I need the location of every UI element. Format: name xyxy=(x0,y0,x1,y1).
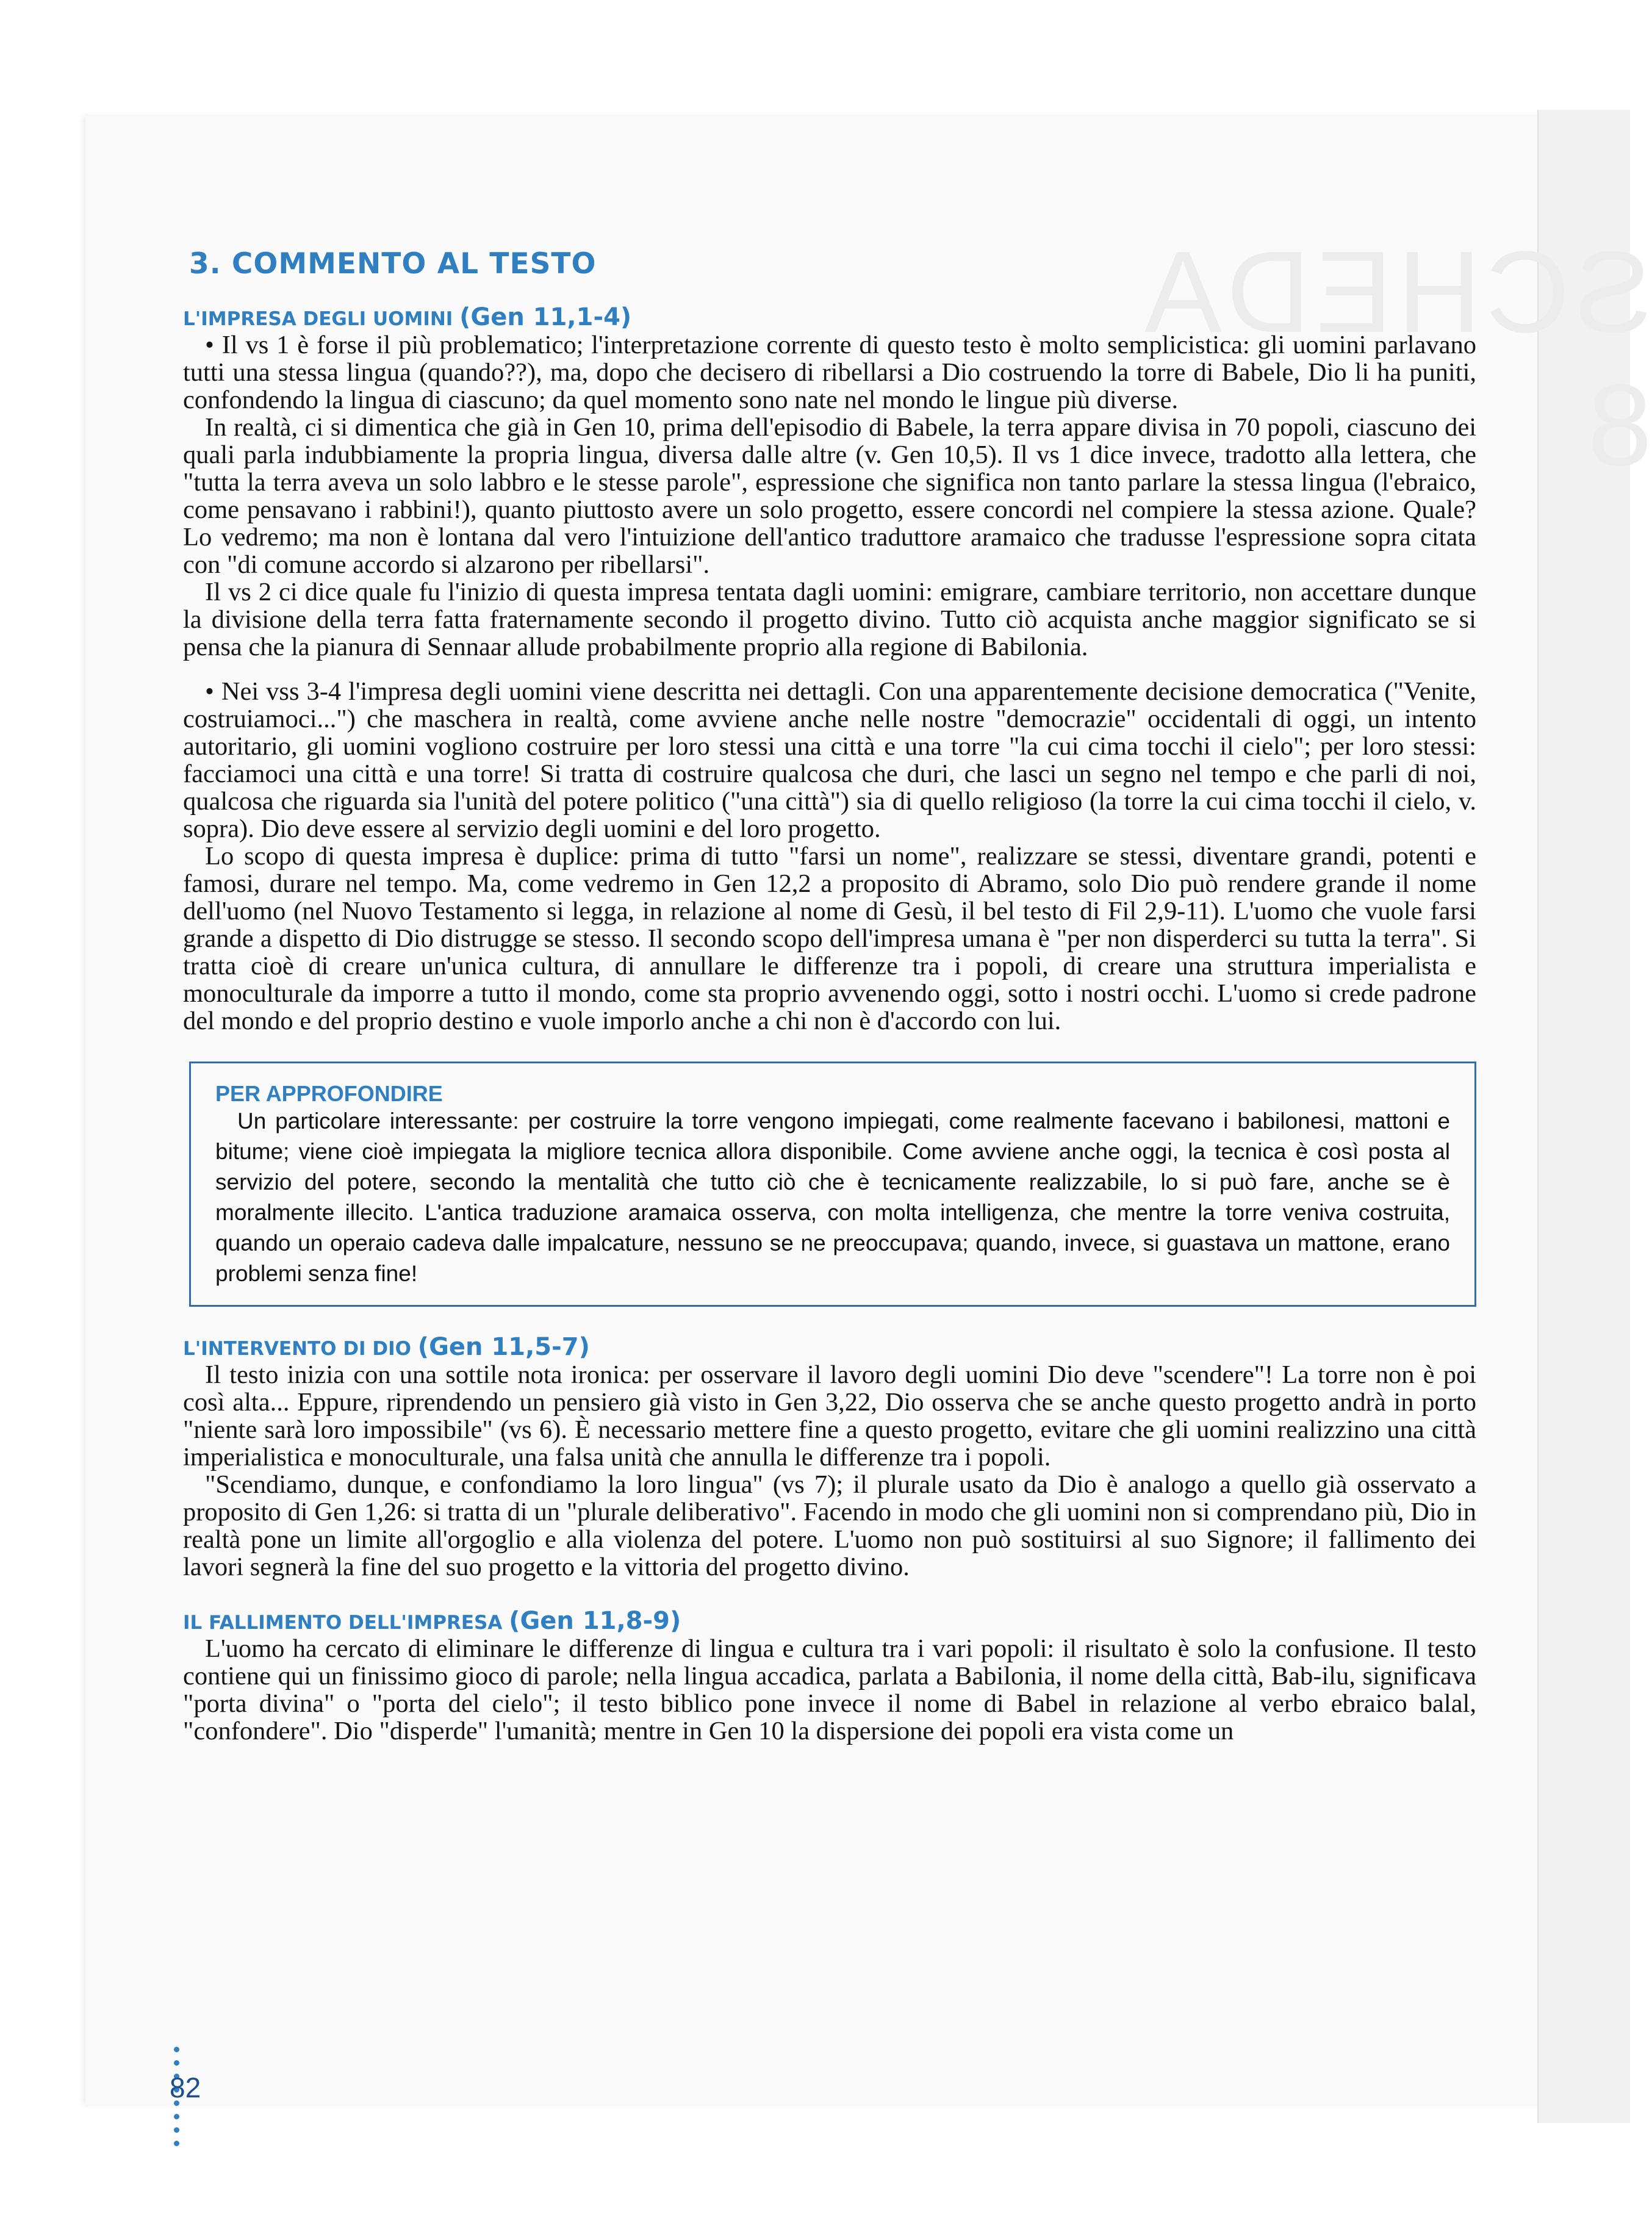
box-title: PER APPROFONDIRE xyxy=(215,1081,443,1106)
subheading-reference: (Gen 11,5-7) xyxy=(417,1333,590,1361)
paragraph: In realtà, ci si dimentica che già in Gen 10, prima dell'episodio di Babele, la terra appare divisa in 70 popoli, ciascuno dei quali parla indubbiamente la propria lingua, diversa dalle altre (v. Gen 10,5). Il vs 1 dice invece, tradotto alla lettera, che "tutta la terra aveva un solo labbro e le stesse parole", espressione che significa non tanto parlare la stessa lingua (l'ebraico, come pensavano i rabbini!), quanto piuttosto avere un solo progetto, essere concordi nel compiere la stessa azione. Quale? Lo vedremo; ma non è lontana dal vero l'intuizione dell'antico traduttore aramaico che tradusse l'espressione sopra citata con "di comune accordo si alzarono per ribellarsi". xyxy=(183,413,1476,579)
paragraph: Il vs 2 ci dice quale fu l'inizio di questa impresa tentata dagli uomini: emigrare, cambiare territorio, non accettare dunque la divisione della terra fatta fraternamente secondo il progetto divino. Tutto ciò acquista anche maggior significato se si pensa che la pianura di Sennaar allude probabilmente proprio alla regione di Babilonia. xyxy=(183,578,1476,661)
subheading-label: L'INTERVENTO DI DIO xyxy=(183,1338,411,1360)
paragraph: Lo scopo di questa impresa è duplice: prima di tutto "farsi un nome", realizzare se stessi, diventare grandi, potenti e famosi, durare nel tempo. Ma, come vedremo in Gen 12,2 a proposito di Abramo, solo Dio può rendere grande il nome dell'uomo (nel Nuovo Testamento si legga, in relazione al nome di Gesù, il bel testo di Fil 2,9-11). L'uomo che vuole farsi grande a dispetto di Dio distrugge se stesso. Il secondo scopo dell'impresa umana è "per non disperderci su tutta la terra". Si tratta cioè di creare un'unica cultura, di annullare le differenze tra i popoli, di creare una struttura imperialista e monoculturale da imporre a tutto il mondo, come sta proprio avvenendo oggi, sotto i nostri occhi. L'uomo si crede padrone del mondo e del proprio destino e vuole imporlo anche a chi non è d'accordo con lui. xyxy=(183,842,1476,1035)
bleed-through-title: SCHEDA 8 xyxy=(1146,228,1652,490)
approfondire-box xyxy=(189,1062,1476,1307)
section-title: 3. COMMENTO AL TESTO xyxy=(189,247,597,281)
page-number: 82 xyxy=(170,2072,201,2103)
subheading-label: L'IMPRESA DEGLI UOMINI xyxy=(183,308,453,330)
paragraph: L'uomo ha cercato di eliminare le differenze di lingua e cultura tra i vari popoli: il risultato è solo la confusione. Il testo contiene qui un finissimo gioco di parole; nella lingua accadica, parlata a Babilonia, il nome della città, Bab-ilu, significava "porta divina" o "porta del cielo"; il testo biblico pone invece il nome di Babel in relazione al verbo ebraico balal, "confondere". Dio "disperde" l'umanità; mentre in Gen 10 la dispersione dei popoli era vista come un xyxy=(183,1634,1476,1745)
subheading-fallimento xyxy=(183,1609,1476,1635)
paragraph: "Scendiamo, dunque, e confondiamo la loro lingua" (vs 7); il plurale usato da Dio è analogo a quello già osservato a proposito di Gen 1,26: si tratta di un "plurale deliberativo". Facendo in modo che gli uomini non si comprendano più, Dio in realtà pone un limite all'orgoglio e alla violenza del potere. L'uomo non può sostituirsi al suo Signore; il fallimento dei lavori segnerà la fine del suo progetto e la vittoria del progetto divino. xyxy=(183,1470,1476,1581)
subheading-reference: (Gen 11,8-9) xyxy=(509,1607,681,1635)
subheading-reference: (Gen 11,1-4) xyxy=(459,303,632,331)
subheading-intervento xyxy=(183,1335,1476,1361)
paragraph: Il testo inizia con una sottile nota ironica: per osservare il lavoro degli uomini Dio deve "scendere"! La torre non è poi così alta... Eppure, riprendendo un pensiero già visto in Gen 3,22, Dio osserva che se anche questo progetto andrà in porto "niente sarà loro impossibile" (vs 6). È necessario mettere fine a questo progetto, evitare che gli uomini realizzino una città imperialistica e monoculturale, una falsa unità che annulla le differenze tra i popoli. xyxy=(183,1360,1476,1471)
paragraph: • Nei vss 3-4 l'impresa degli uomini viene descritta nei dettagli. Con una apparentemente decisione democratica ("Venite, costruiamoci...") che maschera in realtà, come avviene anche nelle nostre "democrazie" occidentali di oggi, un intento autoritario, gli uomini vogliono costruire per loro stessi una città e una torre "la cui cima tocchi il cielo"; per loro stessi: facciamoci una città e una torre! Si tratta di costruire qualcosa che duri, che lasci un segno nel tempo e che parli di noi, qualcosa che riguarda sia l'unità del potere politico ("una città") sia di quello religioso (la torre la cui cima tocchi il cielo, v. sopra). Dio deve essere al servizio degli uomini e del loro progetto. xyxy=(183,677,1476,843)
subheading-label: IL FALLIMENTO DELL'IMPRESA xyxy=(183,1612,503,1634)
box-text: Un particolare interessante: per costruire la torre vengono impiegati, come realmente facevano i babilonesi, mattoni e bitume; viene cioè impiegata la migliore tecnica allora disponibile. Come avviene anche oggi, la tecnica è così posta al servizio del potere, secondo la mentalità che tutto ciò che è tecnicamente realizzabile, lo si può fare, anche se è moralmente illecito. L'antica traduzione aramaica osserva, con molta intelligenza, che mentre la torre veniva costruita, quando un operaio cadeva dalle impalcature, nessuno se ne preoccupava; quando, invece, si guastava un mattone, erano problemi senza fine! xyxy=(215,1108,1450,1286)
page-content xyxy=(183,247,1476,1745)
paragraph: • Il vs 1 è forse il più problematico; l'interpretazione corrente di questo testo è molto semplicistica: gli uomini parlavano tutti una stessa lingua (quando??), ma, dopo che decisero di ribellarsi a Dio costruendo la torre di Babele, Dio li ha puniti, confondendo la lingua di ciascuno; da quel momento sono nate nel mondo le lingue più diverse. xyxy=(183,331,1476,414)
subheading-impresa xyxy=(183,305,1476,331)
